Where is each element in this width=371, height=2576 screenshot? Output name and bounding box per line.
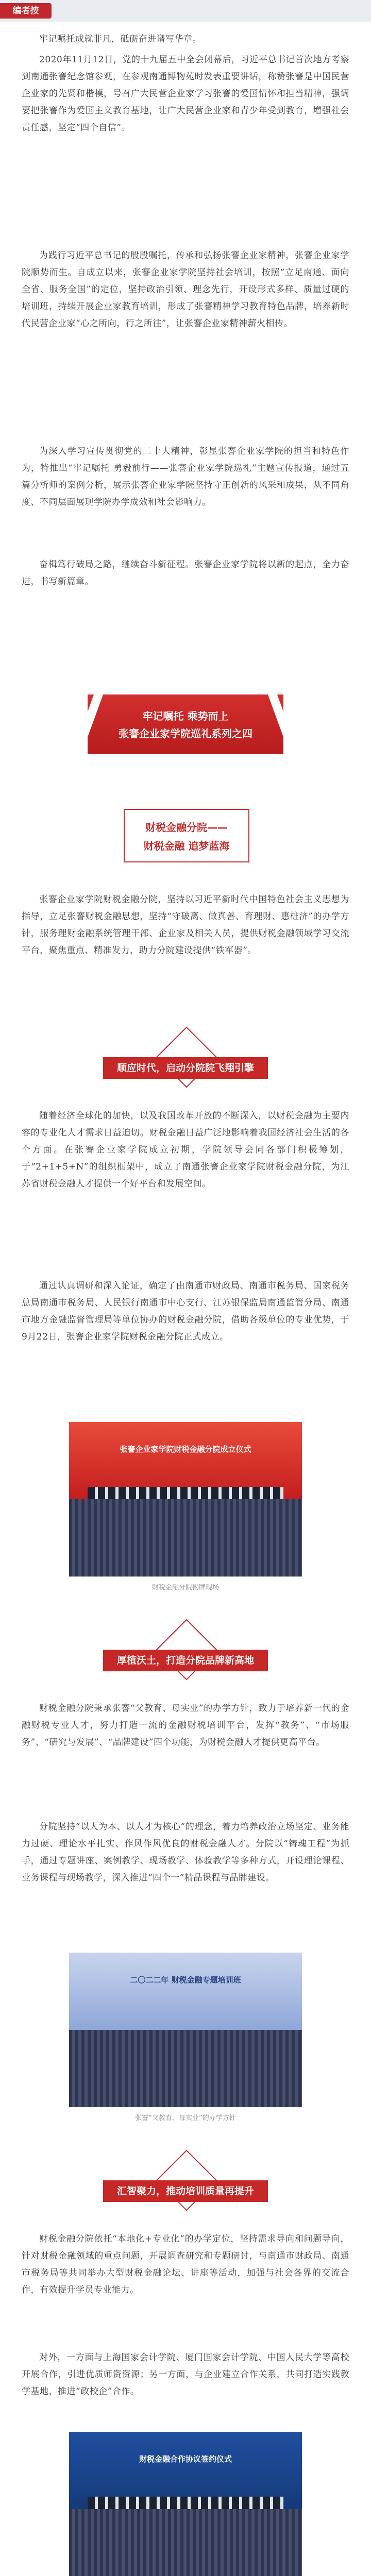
section-paragraph: 通过认真调研和深入论证，确定了由南通市财政局、南通市税务局、国家税务总局南通市税务局、人民银行南通市中心支行、江苏银保监局南通监管分局、南通市地方金融监督管理局等单位协办的财税金融分院，借助各级单位的专业优势，于9月22日，张謇企业家学院财税金融分院正式成立。 bbox=[22, 1281, 349, 1342]
event-photo bbox=[69, 2432, 302, 2576]
intro-paragraph: 为深入学习宣传贯彻党的二十大精神，彰显张謇企业家学院的担当和特色作为，特推出“牢记嘱托 勇毅前行——张謇企业家学院巡礼”主题宣传报道，通过五篇分析师的案例分析，展示张謇企业家学院坚持守正创新的风采和成果，从不同角度、不同层面展现学院办学成效和社会影响力。 bbox=[22, 446, 349, 507]
subtitle-line-1: 财税金融分院—— bbox=[145, 821, 228, 834]
photo-audience bbox=[69, 1499, 302, 1577]
section-paragraph: 分院坚持“以人为本、以人才为核心”的理念，着力培养政治立场坚定、业务能力过硬、理论水平扎实、作风作风优良的财税金融人才。分院以“铸魂工程”为抓手，通过专题讲座、案例教学、现场教学、体验教学等多种方式，开设理论课程、业务课程与现场教学，深入推进“四个一”精品课程与品牌建设。 bbox=[22, 1822, 349, 1883]
photo-backdrop bbox=[69, 1953, 302, 2030]
subtitle-line-2: 财税金融 追梦蓝海 bbox=[143, 840, 230, 852]
body-intro-paragraph: 张謇企业家学院财税金融分院，坚持以习近平新时代中国特色社会主义思想为指导，立足张謇财税金融思想，坚持“守破离、做真善、育理财、惠桩济”的办学方针，服务理财金融系统管理干部、企业家及相关人员，提供财税金融领域学习交流平台，聚焦重点、精准发力，助力分院建设提供“铁军器”。 bbox=[22, 894, 349, 956]
photo-audience bbox=[69, 2509, 302, 2576]
section-paragraph: 财税金融分院依托“本地化+专业化”的办学定位，坚持需求导向和问题导向，针对财税金融领域的重点问题，开展调查研究和专题研讨，与南通市财政局、南通市税务局等共同举办大型财税金融论坛、讲座等活动，加强与社会各界的交流合作，有效提升学员专业能力。 bbox=[22, 2234, 349, 2295]
intro-paragraph: 2020年11月12日，党的十九届五中全会闭幕后，习近平总书记首次地方考察到南通张謇纪念馆参观，在参观南通博物苑时发表重要讲话，称赞张謇是中国民营企业家的先贤和楷模，号召广大民营企业家学习张謇的爱国情怀和担当精神，强调要把张謇作为爱国主义教育基地，让广大民营企业家和青少年受到教育，增强社会责任感，坚定“四个自信”。 bbox=[22, 55, 349, 133]
photo-banner-text: 二〇二二年 财税金融专题培训班 bbox=[130, 1975, 241, 1985]
ribbon-edge bbox=[72, 694, 103, 754]
photo-caption: 张謇“父教育、母实业”的办学方针 bbox=[135, 2114, 236, 2122]
section-paragraph: 对外，一方面与上海国家会计学院、厦门国家会计学院、中国人民大学等高校开展合作，引进优质师资资源；另一方面，与企业建立合作关系，共同打造实践教学基地，推进“政校企”合作。 bbox=[22, 2352, 349, 2397]
event-photo bbox=[69, 1953, 302, 2107]
editor-note-bar bbox=[0, 0, 371, 22]
article-subtitle bbox=[124, 809, 249, 862]
photo-caption: 财税金融分院揭牌现场 bbox=[151, 1584, 219, 1591]
event-photo bbox=[69, 1422, 302, 1577]
section-heading bbox=[0, 1036, 371, 1097]
photo-audience bbox=[69, 2030, 302, 2107]
intro-paragraph: 奋楫笃行破局之路，继续奋斗新征程。张謇企业家学院将以新的起点，全力奋进，书写新篇章。 bbox=[22, 560, 349, 587]
ribbon-line-2: 张謇企业家学院巡礼系列之四 bbox=[119, 727, 252, 740]
section-heading bbox=[0, 2159, 371, 2221]
section-title: 顺应时代，启动分院院飞翔引擎 bbox=[103, 1057, 268, 1079]
section-paragraph: 财税金融分院秉承张謇“父教育、母实业”的办学方针，致力于培养新一代的金融财税专业人才，努力打造一流的金融财税培训平台，发挥“教务”、“市场服务”、“研究与发展”、“品牌建设”四个功能，为财税金融人才提供更高平台。 bbox=[22, 1703, 349, 1748]
photo-banner-text: 财税金融合作协议签约仪式 bbox=[139, 2454, 232, 2464]
ribbon-line-1: 牢记嘱托 乘势而上 bbox=[142, 710, 229, 722]
intro-paragraph: 牢记嘱托成就非凡，砥砺奋进谱写华章。 bbox=[39, 34, 201, 44]
ribbon-edge bbox=[268, 694, 299, 754]
section-title: 汇智聚力，推动培训质量再提升 bbox=[103, 2180, 268, 2202]
section-heading bbox=[0, 1628, 371, 1690]
editor-note-tag: 编者按 bbox=[0, 3, 52, 19]
intro-paragraph: 为践行习近平总书记的殷殷嘱托，传承和弘扬张謇企业家精神，张謇企业家学院顺势而生。自成立以来，张謇企业家学院坚持社会培训，按照“立足南通、面向全省、服务全国”的定位，坚持政治引领、理念先行，开设形式多样、质量过硬的培训班，持续开展企业家教育培训，形成了张謇精神学习教育特色品牌，培养新时代民营企业家“心之所向，行之所往”，让张謇企业家精神薪火相传。 bbox=[22, 250, 349, 329]
photo-banner-text: 张謇企业家学院财税金融分院成立仪式 bbox=[120, 1445, 251, 1454]
section-paragraph: 随着经济全球化的加快，以及我国改革开放的不断深入，以财税金融为主要内容的专业化人才需求日益迫切。财税金融日益广泛地影响着我国经济社会生活的各个方面。在张謇企业家学院成立初期，学院领导会同各部门积极筹划，于“2+1+5+N”的组织框架中，成立了南通张謇企业家学院财税金融分院，为江苏省财税金融人才提供一个好平台和发展空间。 bbox=[22, 1111, 349, 1189]
section-title: 厚植沃土，打造分院品牌新高地 bbox=[103, 1650, 268, 1671]
series-ribbon bbox=[88, 694, 283, 754]
